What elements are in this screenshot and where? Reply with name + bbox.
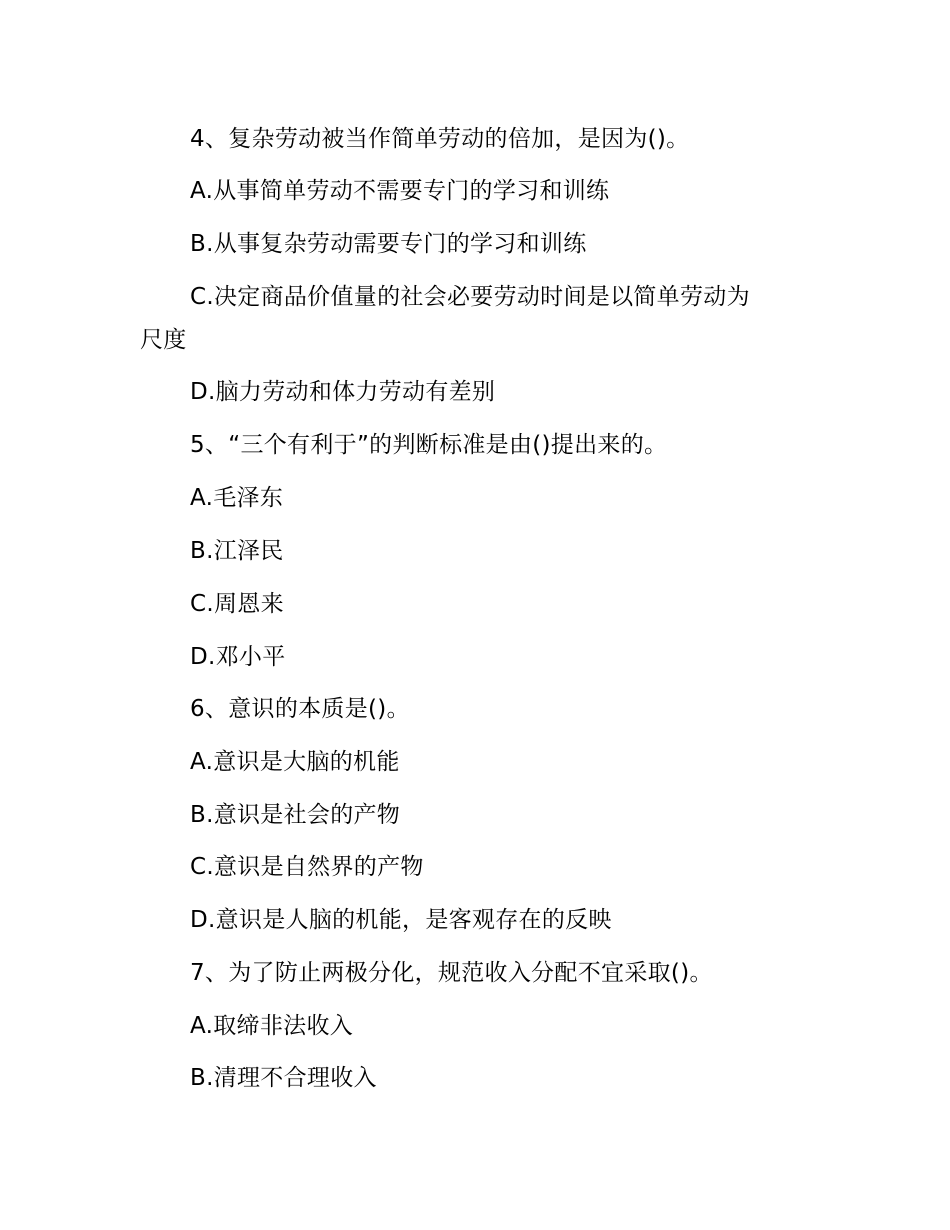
question-6-option-d: D.意识是人脑的机能，是客观存在的反映 xyxy=(190,907,612,933)
question-4-option-a: A.从事简单劳动不需要专门的学习和训练 xyxy=(190,178,610,204)
question-6-option-b: B.意识是社会的产物 xyxy=(190,802,401,828)
question-5-option-d: D.邓小平 xyxy=(190,644,286,670)
question-5-option-a: A.毛泽东 xyxy=(190,485,284,511)
question-7: 7、为了防止两极分化，规范收入分配不宜采取()。 xyxy=(190,960,713,986)
question-4-option-d: D.脑力劳动和体力劳动有差别 xyxy=(190,379,496,405)
question-4-option-b: B.从事复杂劳动需要专门的学习和训练 xyxy=(190,231,587,257)
question-7-option-b: B.清理不合理收入 xyxy=(190,1065,377,1091)
question-5: 5、“三个有利于”的判断标准是由()提出来的。 xyxy=(190,432,668,458)
question-5-option-c: C.周恩来 xyxy=(190,591,284,617)
question-4-option-c: C.决定商品价值量的社会必要劳动时间是以简单劳动为 xyxy=(190,284,750,310)
question-7-option-a: A.取缔非法收入 xyxy=(190,1013,354,1039)
question-4-option-c-continuation: 尺度 xyxy=(140,327,187,353)
question-6-option-a: A.意识是大脑的机能 xyxy=(190,749,400,775)
question-6-option-c: C.意识是自然界的产物 xyxy=(190,854,424,880)
question-6: 6、意识的本质是()。 xyxy=(190,696,410,722)
question-4: 4、复杂劳动被当作简单劳动的倍加，是因为()。 xyxy=(190,126,690,152)
question-5-option-b: B.江泽民 xyxy=(190,538,284,564)
